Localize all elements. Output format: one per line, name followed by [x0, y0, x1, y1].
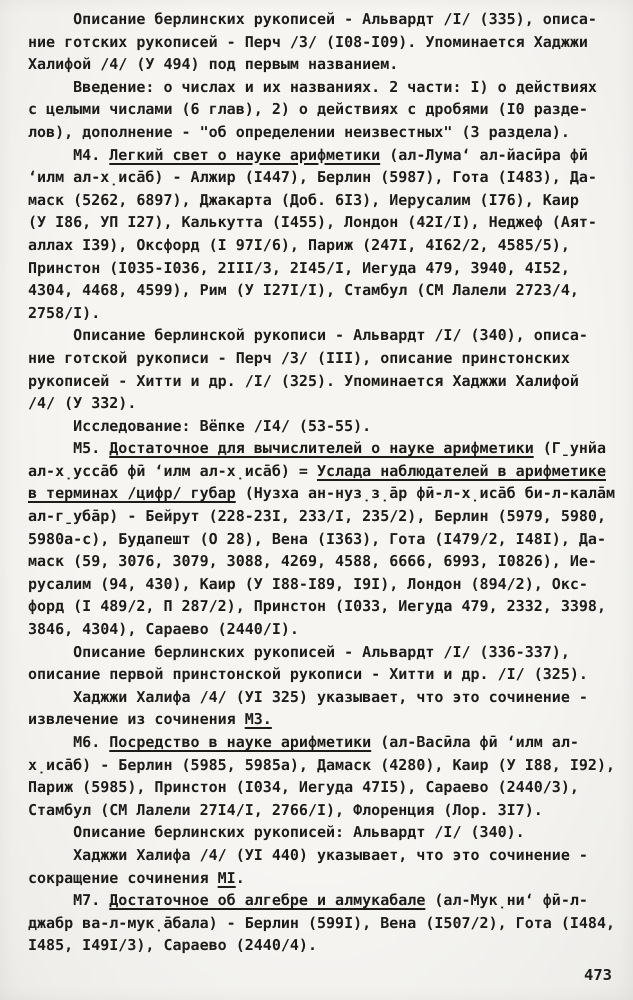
- text-segment: маск (5262, 6897), Джакарта (Доб. 6I3), Иерусалим (I76), Каир: [28, 190, 579, 209]
- text-segment: М5.: [28, 439, 110, 458]
- text-segment: (ал-Мук̣ни‘ фӣ-л-: [425, 891, 588, 910]
- text-segment: русалим (94, 430), Каир (У I88-I89, I9I), Лондон (894/2), Окс-: [28, 574, 588, 593]
- underlined-title: МI: [217, 868, 236, 887]
- text-line: [28, 392, 618, 415]
- underlined-title: Посредство в науке арифметики: [109, 733, 372, 751]
- text-segment: лов), дополнение - "об определении неизвестных" (3 раздела).: [28, 122, 570, 141]
- text-segment: .: [235, 868, 245, 887]
- text-segment: ‘илм ал-х̣иса̄б) - Алжир (I447), Берлин (5987), Гота (I483), Да-: [28, 168, 597, 187]
- text-segment: Хаджжи Халифа /4/ (УI 325) указывает, что это сочинение -: [28, 687, 588, 706]
- text-line: [28, 663, 618, 686]
- text-line: [28, 573, 618, 596]
- text-line: [28, 505, 618, 528]
- text-segment: Описание берлинской рукописи - Альвардт /I/ (340), описа-: [28, 326, 588, 345]
- text-segment: Исследование: Вёпке /I4/ (53-55).: [28, 416, 372, 435]
- text-segment: рукописей - Хитти и др. /I/ (325). Упоминается Хаджжи Халифой: [28, 371, 579, 390]
- text-line: [28, 189, 618, 212]
- text-segment: аллах I39), Оксфорд (I 97I/6), Париж (247I, 4I62/2, 4585/5),: [28, 235, 570, 254]
- text-line: [28, 754, 618, 777]
- text-line: [28, 821, 618, 844]
- text-line: [28, 121, 618, 144]
- text-segment: описание первой принстонской рукописи - Хитти и др. /I/ (325).: [28, 665, 588, 684]
- text-line: [28, 302, 618, 325]
- text-line: [28, 370, 618, 393]
- text-line: [28, 482, 618, 505]
- underlined-title: в терминах /цифр/ губар: [28, 484, 236, 503]
- text-segment: ал-г̱уба̄р) - Бейрут (228-23I, 233/I, 235/2), Берлин (5979, 5980,: [28, 507, 606, 526]
- text-line: [28, 437, 618, 460]
- text-segment: ние готских рукописей - Перч /3/ (I08-I09). Упоминается Хаджжи: [28, 32, 588, 51]
- page-number: 473: [584, 966, 612, 984]
- text-line: [28, 844, 618, 867]
- underlined-title: Достаточное об алгебре и алмукабале: [109, 891, 426, 910]
- text-segment: (Нузха ан-нуз̣з̣а̄р фӣ-л-х̣иса̄б би-л-кала̄м: [235, 484, 616, 503]
- text-segment: Париж (5985), Принстон (I034, Иегуда 47I5), Сараево (2440/3),: [28, 778, 579, 797]
- text-line: [28, 234, 618, 257]
- text-line: [28, 279, 618, 302]
- text-line: [28, 912, 618, 935]
- text-segment: М4.: [28, 145, 110, 164]
- text-segment: Хаджжи Халифа /4/ (УI 440) указывает, что это сочинение -: [28, 845, 588, 864]
- text-line: [28, 415, 618, 438]
- text-segment: Принстон (I035-I036, 2III/3, 2I45/I, Иегуда 479, 3940, 4I52,: [28, 258, 570, 277]
- text-segment: форд (I 489/2, П 287/2), Принстон (I033, Иегуда 479, 2332, 3398,: [28, 597, 606, 616]
- text-segment: (У I86, УП I27), Калькутта (I455), Лондон (42I/I), Неджеф (Аят-: [28, 213, 597, 232]
- text-segment: /4/ (У 332).: [28, 394, 137, 413]
- text-segment: М7.: [28, 891, 110, 910]
- text-segment: Описание берлинских рукописей - Альвардт /I/ (336-337),: [28, 642, 570, 661]
- text-segment: М6.: [28, 733, 110, 751]
- text-segment: Халифой /4/ (У 494) под первым названием.: [28, 55, 399, 74]
- text-line: [28, 867, 618, 890]
- underlined-title: Достаточное для вычислителей о науке арифметики: [109, 439, 534, 458]
- text-line: [28, 934, 618, 957]
- text-segment: I485, I49I/3), Сараево (2440/4).: [28, 936, 317, 955]
- text-line: [28, 347, 618, 370]
- text-segment: извлечение из сочинения: [28, 710, 245, 729]
- text-line: [28, 550, 618, 573]
- text-segment: с целыми числами (6 глав), 2) о действиях с дробями (I0 разде-: [28, 100, 588, 119]
- text-line: [28, 595, 618, 618]
- text-line: [28, 460, 618, 483]
- text-segment: маск (59, 3076, 3079, 3088, 4269, 4588, 6666, 6993, I0826), Ие-: [28, 552, 597, 571]
- text-line: [28, 257, 618, 280]
- text-segment: Описание берлинских рукописей - Альвардт /I/ (335), описа-: [28, 10, 597, 28]
- text-line: [28, 31, 618, 54]
- text-segment: ние готской рукописи - Перч /3/ (III), описание принстонских: [28, 348, 570, 367]
- text-segment: 2758/I).: [28, 303, 101, 322]
- text-line: [28, 98, 618, 121]
- text-line: [28, 799, 618, 822]
- text-line: [28, 618, 618, 641]
- text-segment: Описание берлинских рукописей: Альвардт /I/ (340).: [28, 823, 525, 842]
- text-line: [28, 641, 618, 664]
- underlined-title: Услада наблюдателей в арифметике: [316, 461, 606, 480]
- text-segment: джабр ва-л-мук̣а̄бала) - Берлин (599I), Вена (I507/2), Гота (I484,: [28, 913, 615, 932]
- text-line: [28, 324, 618, 347]
- text-line: [28, 211, 618, 234]
- text-segment: 5980а-с), Будапешт (О 28), Вена (I363), Гота (I479/2, I48I), Да-: [28, 529, 606, 548]
- text-segment: Стамбул (СМ Лалели 27I4/I, 2766/I), Флоренция (Лор. 3I7).: [28, 800, 543, 819]
- text-segment: (ал-Лума‘ ал-йасӣра фӣ: [380, 145, 588, 164]
- text-line: [28, 528, 618, 551]
- text-line: [28, 166, 618, 189]
- text-line: [28, 8, 618, 31]
- text-line: [28, 686, 618, 709]
- text-segment: х̣иса̄б) - Берлин (5985, 5985а), Дамаск (4280), Каир (У I88, I92),: [28, 755, 615, 774]
- document-text: [28, 8, 618, 957]
- text-segment: 3846, 4304), Сараево (2440/I).: [28, 620, 299, 639]
- text-segment: Введение: о числах и их названиях. 2 части: I) о действиях: [28, 77, 597, 96]
- text-segment: 4304, 4468, 4599), Рим (У I27I/I), Стамбул (СМ Лалели 2723/4,: [28, 281, 579, 300]
- text-line: [28, 53, 618, 76]
- text-line: [28, 144, 618, 167]
- text-segment: (ал-Васӣла фӣ ‘илм ал-: [371, 733, 579, 751]
- underlined-title: М3.: [244, 710, 272, 729]
- text-segment: (Г̱унйа: [533, 439, 606, 458]
- text-line: [28, 776, 618, 799]
- underlined-title: Легкий свет о науке арифметики: [109, 145, 381, 164]
- text-segment: ал-х̣усса̄б фӣ ‘илм ал-х̣иса̄б) =: [28, 461, 317, 480]
- text-line: [28, 889, 618, 912]
- text-line: [28, 731, 618, 754]
- text-line: [28, 708, 618, 731]
- text-segment: сокращение сочинения: [28, 868, 218, 887]
- text-line: [28, 76, 618, 99]
